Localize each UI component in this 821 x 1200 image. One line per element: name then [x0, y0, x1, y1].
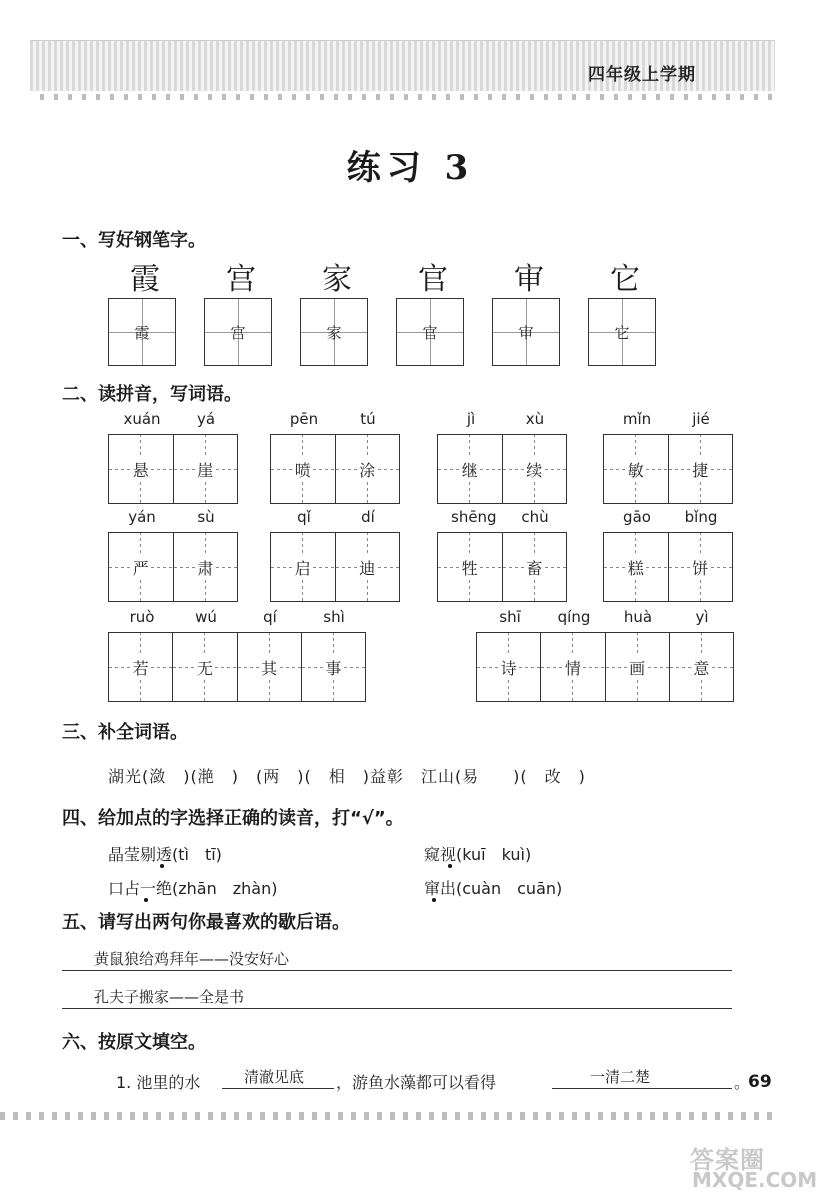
model-character: 审: [514, 262, 544, 297]
written-character: 其: [260, 656, 278, 679]
grid-cell: [604, 435, 669, 503]
word-grid: [603, 532, 733, 602]
grid-cell: [271, 533, 336, 601]
pinyin-label: yán: [128, 508, 156, 526]
grid-cell: [604, 533, 669, 601]
pronunciation-item: 晶莹剔透(tì tī): [108, 845, 222, 864]
pinyin-label: shì: [323, 608, 345, 626]
fill-in-line: 湖光(潋 )(滟 ) (两 )( 相 )益彰 江山(易 )( 改 ): [108, 767, 586, 786]
grid-cell: [173, 633, 237, 701]
answer-line: [62, 1008, 732, 1009]
writing-box: 官: [396, 298, 464, 366]
written-character: 捷: [691, 458, 709, 481]
pinyin-label: pēn: [289, 410, 319, 428]
pronunciation-item: 口占一绝(zhān zhàn): [108, 879, 278, 898]
section-1-heading: 一、写好钢笔字。: [62, 230, 206, 251]
emphasis-dot: [160, 864, 164, 868]
blank-line: [222, 1088, 334, 1089]
grid-cell: [438, 533, 503, 601]
pinyin-label: jié: [692, 410, 710, 428]
grid-cell: [669, 435, 733, 503]
model-character: 霞: [130, 262, 160, 297]
pinyin-label: tú: [360, 410, 376, 428]
section-3-heading: 三、补全词语。: [62, 722, 188, 743]
pinyin-label: qǐ: [297, 508, 311, 526]
grid-cell: [438, 435, 503, 503]
q1-middle: ，游鱼水藻都可以看得: [336, 1073, 497, 1092]
pinyin-label: wú: [195, 608, 217, 626]
writing-box: 审: [492, 298, 560, 366]
grid-cell: [606, 633, 670, 701]
written-character: 意: [692, 656, 710, 679]
grid-cell: [336, 533, 400, 601]
written-character: 敏: [627, 458, 645, 481]
blank-line: [552, 1088, 732, 1089]
grid-cell: [302, 633, 365, 701]
written-character: 事: [324, 656, 342, 679]
answer-line: [62, 970, 732, 971]
written-character: 畜: [525, 556, 543, 579]
model-character: 它: [610, 262, 640, 297]
pinyin-label: dí: [361, 508, 375, 526]
writing-box: 它: [588, 298, 656, 366]
word-grid: [270, 532, 400, 602]
q1-end: 。: [734, 1073, 751, 1092]
answer-text: 黄鼠狼给鸡拜年——没安好心: [94, 950, 290, 968]
pronunciation-item: 窜出(cuàn cuān): [424, 879, 563, 898]
pinyin-label: qíng: [557, 608, 591, 626]
written-character: 崖: [196, 458, 214, 481]
written-character: 肃: [196, 556, 214, 579]
word-grid: [476, 632, 734, 702]
header-dots: [40, 94, 775, 100]
written-character: 若: [132, 656, 150, 679]
section-6-heading: 六、按原文填空。: [62, 1032, 206, 1053]
written-character: 牲: [461, 556, 479, 579]
writing-box: 霞: [108, 298, 176, 366]
written-character: 启: [294, 556, 312, 579]
pinyin-label: shī: [499, 608, 521, 626]
pinyin-label: xù: [525, 410, 545, 428]
written-character: 画: [628, 656, 646, 679]
word-grid: [108, 434, 238, 504]
written-character: 严: [132, 556, 150, 579]
pinyin-label: mǐn: [622, 410, 652, 428]
answer-text: 孔夫子搬家——全是书: [94, 988, 245, 1006]
word-grid: [437, 434, 567, 504]
grid-cell: [503, 533, 567, 601]
grid-cell: [271, 435, 336, 503]
grid-cell: [477, 633, 541, 701]
model-character: 宫: [226, 262, 256, 297]
section-4-heading: 四、给加点的字选择正确的读音，打“√”。: [62, 808, 404, 829]
word-grid: [108, 632, 366, 702]
grid-cell: [174, 533, 238, 601]
pinyin-label: bǐng: [684, 508, 718, 526]
watermark-url: MXQE.COM: [692, 1168, 818, 1192]
section-2-heading: 二、读拼音，写词语。: [62, 384, 242, 405]
pinyin-label: qí: [263, 608, 277, 626]
word-grid: [603, 434, 733, 504]
pinyin-label: huà: [623, 608, 653, 626]
written-character: 无: [196, 656, 214, 679]
page-number: 69: [748, 1072, 772, 1092]
q1-prefix: 1. 池里的水: [116, 1073, 201, 1092]
emphasis-dot: [448, 864, 452, 868]
pinyin-label: shēng: [451, 508, 497, 526]
section-5-heading: 五、请写出两句你最喜欢的歇后语。: [62, 912, 350, 933]
emphasis-dot: [144, 898, 148, 902]
q1-answer-2: 一清二楚: [590, 1068, 651, 1086]
written-character: 糕: [627, 556, 645, 579]
word-grid: [108, 532, 238, 602]
pinyin-label: ruò: [129, 608, 155, 626]
written-character: 饼: [691, 556, 709, 579]
writing-box: 宫: [204, 298, 272, 366]
pronunciation-item: 窥视(kuī kuì): [424, 845, 532, 864]
word-grid: [437, 532, 567, 602]
pinyin-label: chù: [521, 508, 549, 526]
grid-cell: [109, 633, 173, 701]
model-character: 家: [322, 262, 352, 297]
grid-cell: [669, 533, 733, 601]
pinyin-label: yì: [695, 608, 709, 626]
grid-cell: [109, 533, 174, 601]
written-character: 续: [525, 458, 543, 481]
pinyin-label: sù: [197, 508, 215, 526]
grid-cell: [503, 435, 567, 503]
written-character: 迪: [358, 556, 376, 579]
pinyin-label: gāo: [623, 508, 651, 526]
model-character: 官: [418, 262, 448, 297]
grid-cell: [238, 633, 302, 701]
grade-label: 四年级上学期: [588, 65, 696, 85]
word-grid: [270, 434, 400, 504]
grid-cell: [109, 435, 174, 503]
page-title: 练习 3: [346, 148, 475, 188]
pinyin-label: jì: [466, 410, 476, 428]
grid-cell: [336, 435, 400, 503]
footer-dots: [0, 1112, 780, 1120]
pinyin-label: yá: [196, 410, 216, 428]
written-character: 情: [564, 656, 582, 679]
q1-answer-1: 清澈见底: [244, 1068, 305, 1086]
grid-cell: [670, 633, 733, 701]
watermark-logo: 答案圈: [690, 1146, 765, 1174]
written-character: 涂: [358, 458, 376, 481]
grid-cell: [174, 435, 238, 503]
emphasis-dot: [432, 898, 436, 902]
written-character: 悬: [132, 458, 150, 481]
written-character: 诗: [500, 656, 518, 679]
grid-cell: [541, 633, 605, 701]
writing-box: 家: [300, 298, 368, 366]
pinyin-label: xuán: [123, 410, 161, 428]
written-character: 继: [461, 458, 479, 481]
written-character: 喷: [294, 458, 312, 481]
